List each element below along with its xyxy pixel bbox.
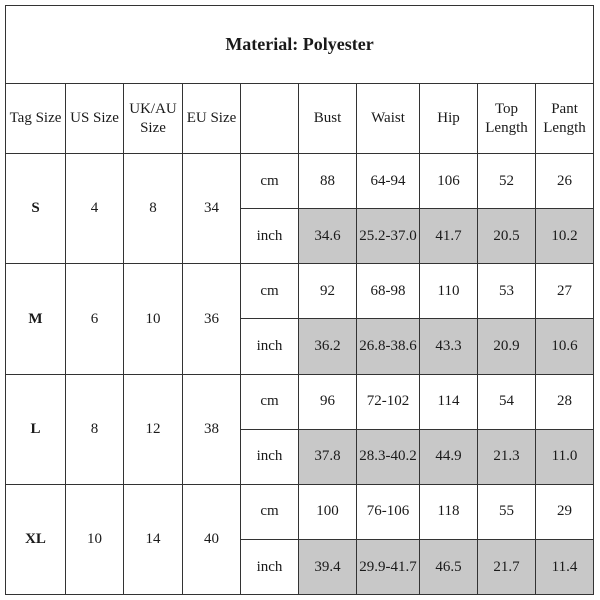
header-top-length-line2: Length — [485, 119, 528, 136]
pant-length-cell: 26 — [536, 154, 594, 209]
waist-cell: 26.8-38.6 — [357, 319, 420, 374]
tag-size-cell: L — [6, 374, 66, 484]
bust-cell: 36.2 — [299, 319, 357, 374]
waist-cell: 68-98 — [357, 264, 420, 319]
size-chart-table — [5, 5, 594, 595]
uk-au-size-cell: 10 — [124, 264, 183, 374]
tag-size-cell: M — [6, 264, 66, 374]
pant-length-cell: 10.2 — [536, 209, 594, 264]
bust-cell: 39.4 — [299, 539, 357, 594]
size-row-cm — [6, 374, 594, 429]
unit-label: cm — [241, 154, 299, 209]
top-length-cell: 54 — [478, 374, 536, 429]
pant-length-cell: 28 — [536, 374, 594, 429]
waist-cell: 25.2-37.0 — [357, 209, 420, 264]
hip-cell: 118 — [420, 484, 478, 539]
header-us-size: US Size — [66, 84, 124, 154]
header-uk-au-size — [124, 84, 183, 154]
unit-label: cm — [241, 484, 299, 539]
hip-cell: 114 — [420, 374, 478, 429]
header-uk-au-line2: Size — [140, 119, 166, 136]
bust-cell: 88 — [299, 154, 357, 209]
us-size-cell: 10 — [66, 484, 124, 594]
header-top-length — [478, 84, 536, 154]
pant-length-cell: 11.4 — [536, 539, 594, 594]
top-length-cell: 55 — [478, 484, 536, 539]
unit-label: cm — [241, 374, 299, 429]
top-length-cell: 20.5 — [478, 209, 536, 264]
bust-cell: 92 — [299, 264, 357, 319]
bust-cell: 34.6 — [299, 209, 357, 264]
us-size-cell: 8 — [66, 374, 124, 484]
uk-au-size-cell: 14 — [124, 484, 183, 594]
eu-size-cell: 40 — [183, 484, 241, 594]
hip-cell: 46.5 — [420, 539, 478, 594]
unit-label: cm — [241, 264, 299, 319]
hip-cell: 110 — [420, 264, 478, 319]
size-row-cm — [6, 154, 594, 209]
top-length-cell: 21.7 — [478, 539, 536, 594]
waist-cell: 28.3-40.2 — [357, 429, 420, 484]
waist-cell: 72-102 — [357, 374, 420, 429]
us-size-cell: 4 — [66, 154, 124, 264]
top-length-cell: 52 — [478, 154, 536, 209]
size-row-cm — [6, 484, 594, 539]
waist-cell: 29.9-41.7 — [357, 539, 420, 594]
header-waist: Waist — [357, 84, 420, 154]
top-length-cell: 21.3 — [478, 429, 536, 484]
waist-cell: 64-94 — [357, 154, 420, 209]
header-bust: Bust — [299, 84, 357, 154]
uk-au-size-cell: 12 — [124, 374, 183, 484]
header-hip: Hip — [420, 84, 478, 154]
hip-cell: 43.3 — [420, 319, 478, 374]
unit-label: inch — [241, 429, 299, 484]
tag-size-cell: S — [6, 154, 66, 264]
hip-cell: 106 — [420, 154, 478, 209]
eu-size-cell: 34 — [183, 154, 241, 264]
unit-label: inch — [241, 319, 299, 374]
header-pant-length — [536, 84, 594, 154]
top-length-cell: 20.9 — [478, 319, 536, 374]
unit-label: inch — [241, 539, 299, 594]
pant-length-cell: 11.0 — [536, 429, 594, 484]
header-top-length-line1: Top — [494, 100, 519, 117]
bust-cell: 100 — [299, 484, 357, 539]
pant-length-cell: 10.6 — [536, 319, 594, 374]
uk-au-size-cell: 8 — [124, 154, 183, 264]
header-row — [6, 84, 594, 154]
bust-cell: 96 — [299, 374, 357, 429]
size-row-cm — [6, 264, 594, 319]
hip-cell: 41.7 — [420, 209, 478, 264]
pant-length-cell: 27 — [536, 264, 594, 319]
bust-cell: 37.8 — [299, 429, 357, 484]
eu-size-cell: 36 — [183, 264, 241, 374]
us-size-cell: 6 — [66, 264, 124, 374]
header-eu-size: EU Size — [183, 84, 241, 154]
header-tag-size: Tag Size — [6, 84, 66, 154]
header-pant-length-line1: Pant — [551, 100, 578, 117]
pant-length-cell: 29 — [536, 484, 594, 539]
waist-cell: 76-106 — [357, 484, 420, 539]
unit-label: inch — [241, 209, 299, 264]
hip-cell: 44.9 — [420, 429, 478, 484]
chart-title: Material: Polyester — [6, 6, 594, 84]
eu-size-cell: 38 — [183, 374, 241, 484]
header-uk-au-line1: UK/AU — [129, 100, 177, 117]
header-unit — [241, 84, 299, 154]
top-length-cell: 53 — [478, 264, 536, 319]
tag-size-cell: XL — [6, 484, 66, 594]
header-pant-length-line2: Length — [543, 119, 586, 136]
